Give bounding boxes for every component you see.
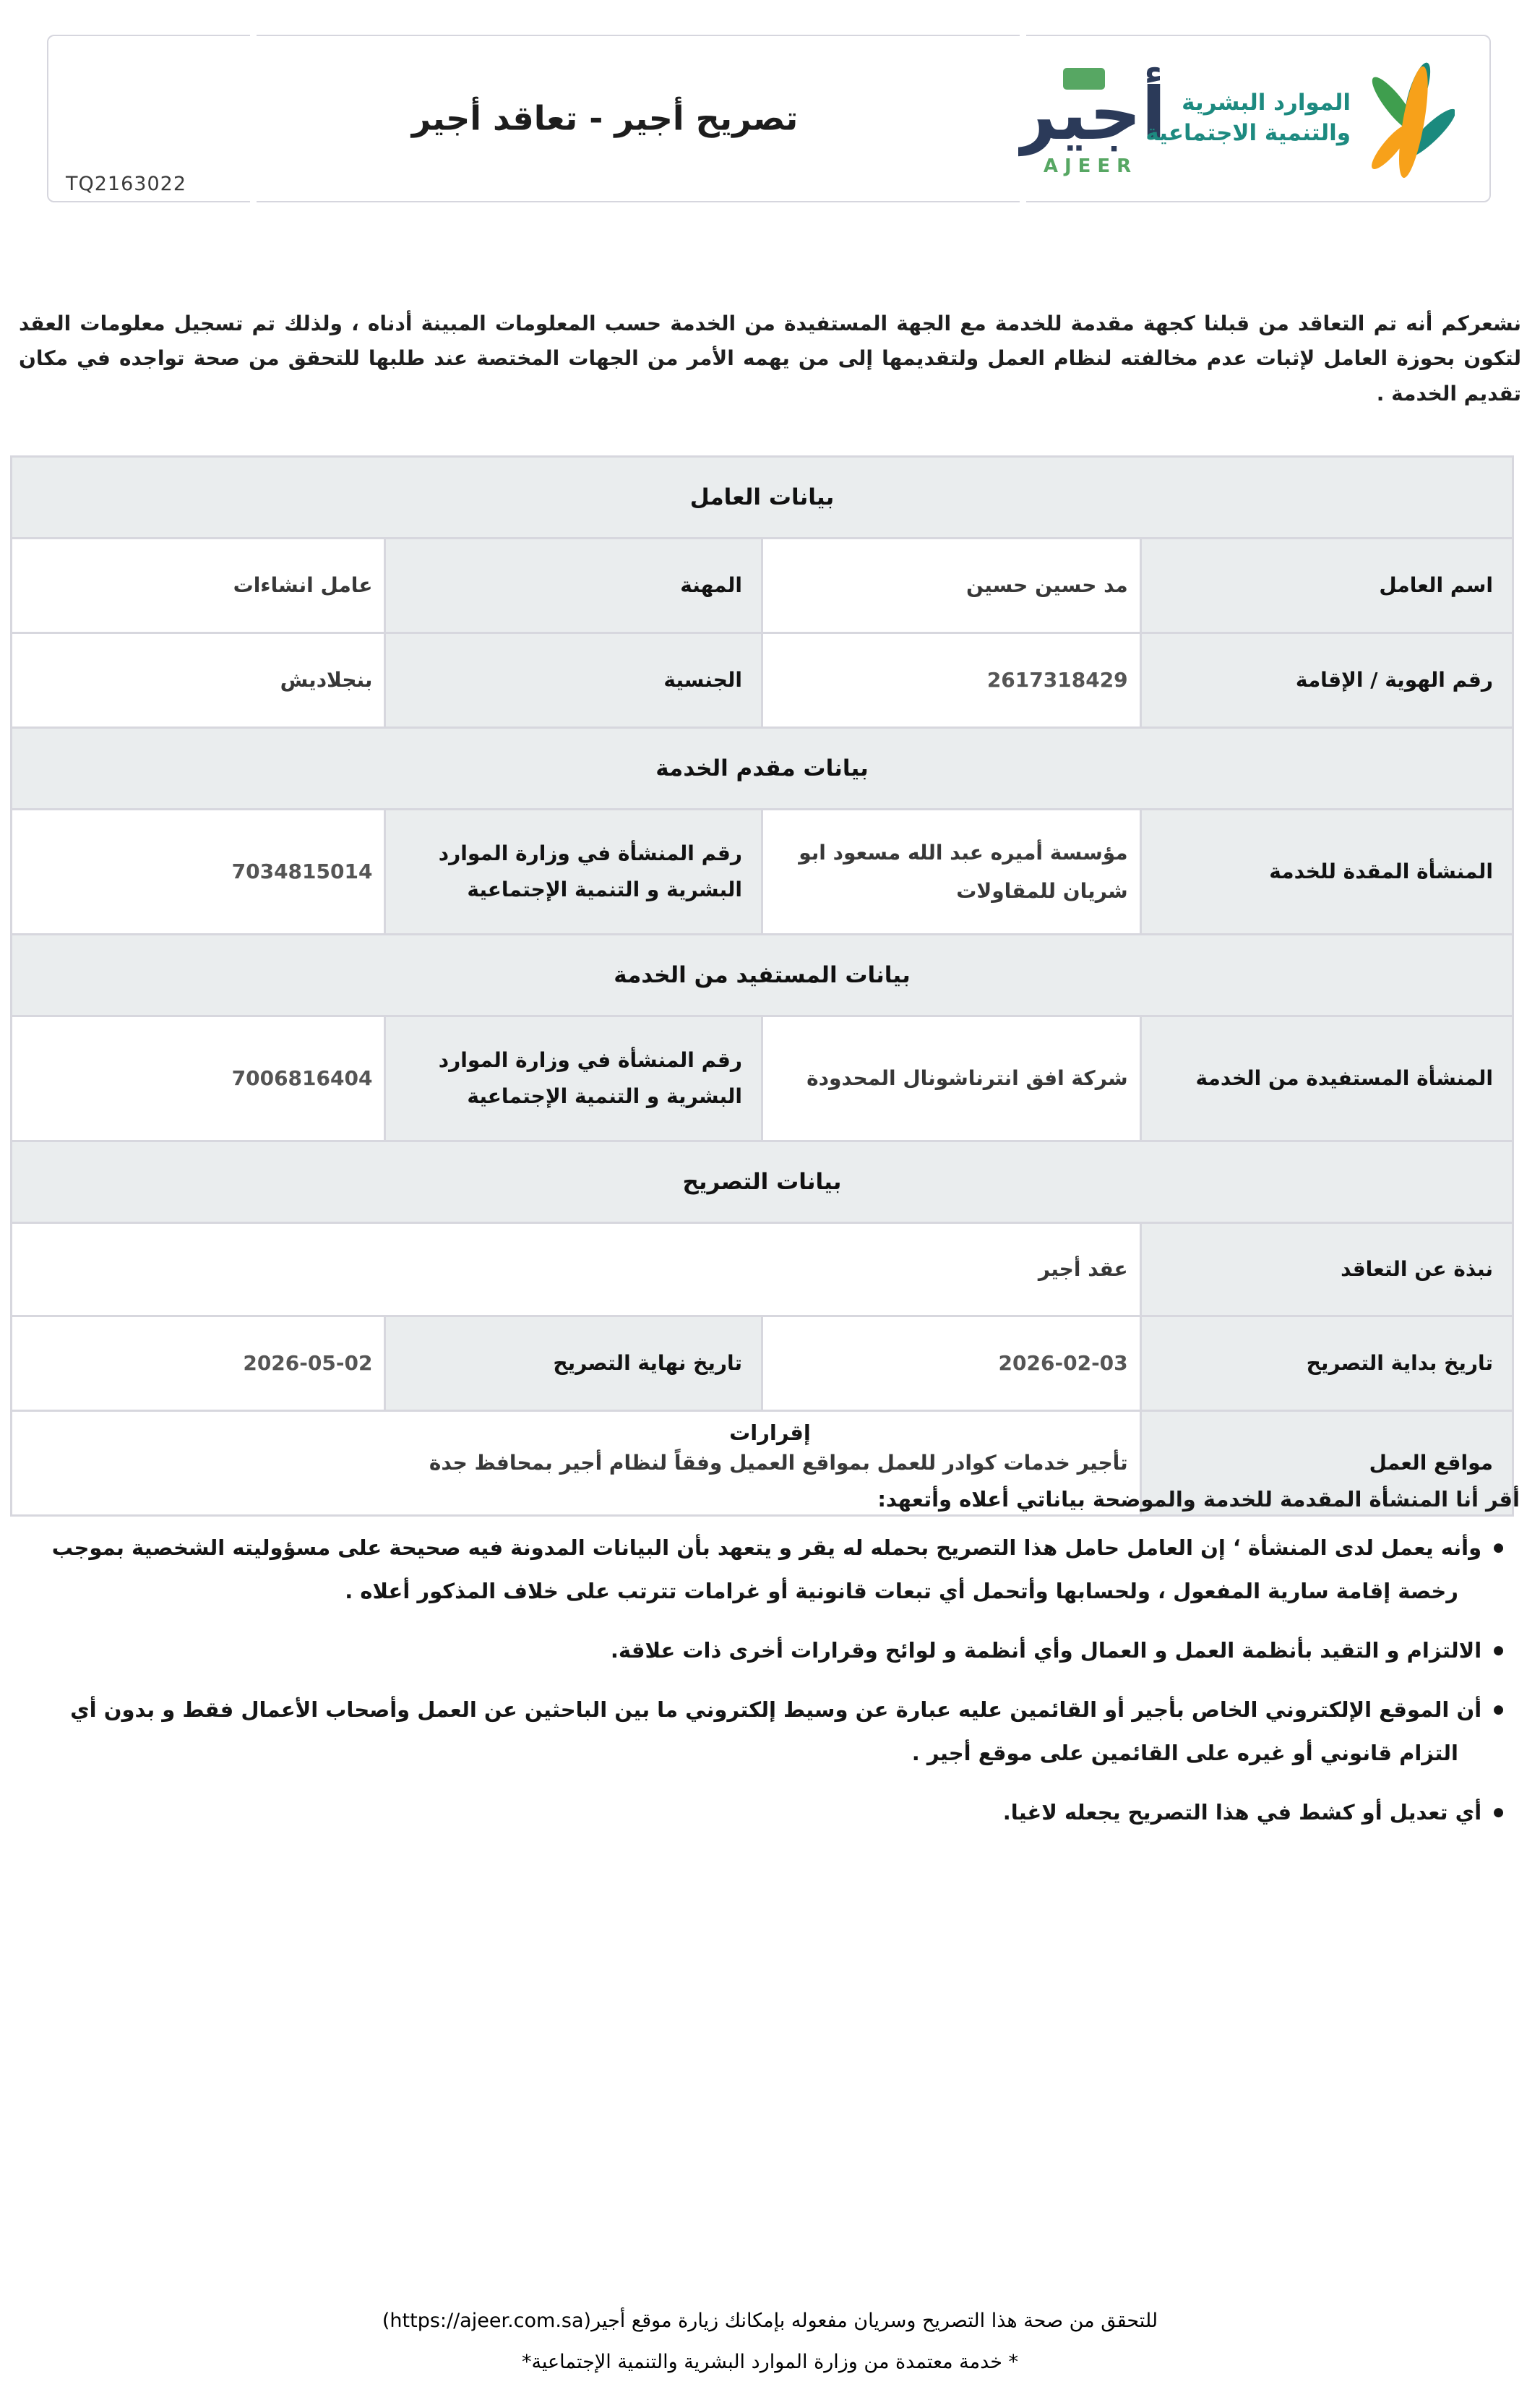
field-label: رقم المنشأة في وزارة الموارد البشرية و التنمية الإجتماعية bbox=[385, 810, 762, 935]
table-row bbox=[12, 633, 1513, 728]
declarations-section bbox=[20, 1420, 1520, 1850]
table-row bbox=[12, 539, 1513, 633]
field-label: تاريخ بداية التصريح bbox=[1140, 1316, 1513, 1411]
declarations-list bbox=[20, 1526, 1520, 1834]
permit-number: TQ2163022 bbox=[66, 173, 186, 195]
footer-verification-line: للتحقق من صحة هذا التصريح وسريان مفعوله بإمكانك زيارة موقع أجير(https://ajeer.com.sa) bbox=[382, 2310, 1158, 2332]
field-value: عامل انشاءات bbox=[12, 539, 385, 633]
permit-end-date: 2026-05-02 bbox=[243, 1351, 373, 1376]
field-value: تأجير خدمات كوادر للعمل بمواقع العميل وفقاً لنظام أجير بمحافظ جدة bbox=[12, 1411, 1141, 1516]
field-label: نبذة عن التعاقد bbox=[1140, 1223, 1513, 1316]
table-row bbox=[12, 1016, 1513, 1141]
declarations-intro: أقر أنا المنشأة المقدمة للخدمة والموضحة بياناتي أعلاه وأتعهد: bbox=[877, 1487, 1520, 1512]
field-label: اسم العامل bbox=[1140, 539, 1513, 633]
establishment-number: 7034815014 bbox=[231, 860, 373, 884]
table-row bbox=[12, 810, 1513, 935]
field-value bbox=[762, 633, 1141, 728]
section-header-row bbox=[12, 728, 1513, 810]
field-label: المنشأة المستفيدة من الخدمة bbox=[1140, 1016, 1513, 1141]
section-header-row bbox=[12, 457, 1513, 539]
field-value bbox=[12, 1316, 385, 1411]
section-title-provider: بيانات مقدم الخدمة bbox=[12, 728, 1513, 810]
field-value: شركة افق انترناشونال المحدودة bbox=[762, 1016, 1141, 1141]
footer-accreditation-line: * خدمة معتمدة من وزارة الموارد البشرية والتنمية الإجتماعية* bbox=[521, 2350, 1019, 2373]
field-value: مؤسسة أميره عبد الله مسعود ابو شريان للمقاولات bbox=[762, 810, 1141, 935]
field-value bbox=[12, 810, 385, 935]
field-value: عقد أجير bbox=[12, 1223, 1141, 1316]
field-value: مد حسين حسين bbox=[762, 539, 1141, 633]
ajeer-logo-icon bbox=[1018, 52, 1163, 182]
field-label: رقم الهوية / الإقامة bbox=[1140, 633, 1513, 728]
ministry-emblem-icon bbox=[1362, 51, 1455, 186]
footer bbox=[0, 2301, 1540, 2383]
permit-data-table bbox=[10, 455, 1514, 1517]
field-value bbox=[762, 1316, 1141, 1411]
section-title-beneficiary: بيانات المستفيد من الخدمة bbox=[12, 935, 1513, 1016]
ministry-name bbox=[1145, 88, 1351, 149]
establishment-number: 7006816404 bbox=[231, 1066, 373, 1091]
section-title-permit: بيانات التصريح bbox=[12, 1141, 1513, 1223]
field-value bbox=[12, 1016, 385, 1141]
section-header-row bbox=[12, 935, 1513, 1016]
field-value: بنجلاديش bbox=[12, 633, 385, 728]
id-number: 2617318429 bbox=[986, 668, 1128, 693]
table-row bbox=[12, 1223, 1513, 1316]
ajeer-latin-wordmark: AJEER bbox=[1043, 155, 1138, 177]
ajeer-arabic-wordmark: أجير bbox=[1018, 72, 1163, 156]
table-row bbox=[12, 1316, 1513, 1411]
field-label: الجنسية bbox=[385, 633, 762, 728]
header bbox=[47, 35, 1491, 202]
declarations-title: إقرارات bbox=[729, 1420, 811, 1445]
declaration-item: ● الالتزام و التقيد بأنظمة العمل و العمال وأي أنظمة و لوائح وقرارات أخرى ذات علاقة. bbox=[20, 1629, 1520, 1672]
ajeer-logo bbox=[1018, 52, 1163, 185]
declaration-item: ● أي تعديل أو كشط في هذا التصريح يجعله لاغيا. bbox=[20, 1791, 1520, 1834]
field-label: المنشأة المقدة للخدمة bbox=[1140, 810, 1513, 935]
ministry-name-line1: الموارد البشرية bbox=[1182, 90, 1351, 116]
field-label: المهنة bbox=[385, 539, 762, 633]
ministry-logo bbox=[1145, 51, 1455, 186]
field-label: مواقع العمل bbox=[1140, 1411, 1513, 1516]
field-label: رقم المنشأة في وزارة الموارد البشرية و التنمية الإجتماعية bbox=[385, 1016, 762, 1141]
declaration-item: ● أن الموقع الإلكتروني الخاص بأجير أو القائمين عليه عبارة عن وسيط إلكتروني ما بين الباحثين عن العمل وأصحاب الأعمال فقط و بدون أي التزام قانوني أو غيره على القائمين على موقع أجير . bbox=[20, 1688, 1520, 1775]
field-label: تاريخ نهاية التصريح bbox=[385, 1316, 762, 1411]
intro-paragraph: نشعركم أنه تم التعاقد من قبلنا كجهة مقدمة للخدمة مع الجهة المستفيدة من الخدمة حسب المعلومات المبينة أدناه ، ولذلك تم تسجيل معلومات العقد لتكون بحوزة العامل لإثبات عدم مخالفته لنظام العمل ولتقديمها إلى من يهمه الأمر من الجهات المختصة عند طلبها للتحقق من صحة تواجده في مكان تقديم الخدمة . bbox=[19, 312, 1521, 406]
section-header-row bbox=[12, 1141, 1513, 1223]
page-title: تصريح أجير - تعاقد أجير bbox=[411, 98, 799, 138]
border-notch bbox=[250, 33, 257, 204]
section-title-worker: بيانات العامل bbox=[12, 457, 1513, 539]
declaration-item: ● وأنه يعمل لدى المنشأة ‘ إن العامل حامل هذا التصريح بحمله له يقر و يتعهد بأن البيانات المدونة فيه صحيحة على مسؤوليته الشخصية بموجب رخصة إقامة سارية المفعول ، ولحسابها وأتحمل أي تبعات قانونية أو غرامات تترتب على خلاف المذكور أعلاه . bbox=[20, 1526, 1520, 1613]
ministry-name-line2: والتنمية الاجتماعية bbox=[1145, 120, 1351, 146]
permit-start-date: 2026-02-03 bbox=[998, 1351, 1128, 1376]
